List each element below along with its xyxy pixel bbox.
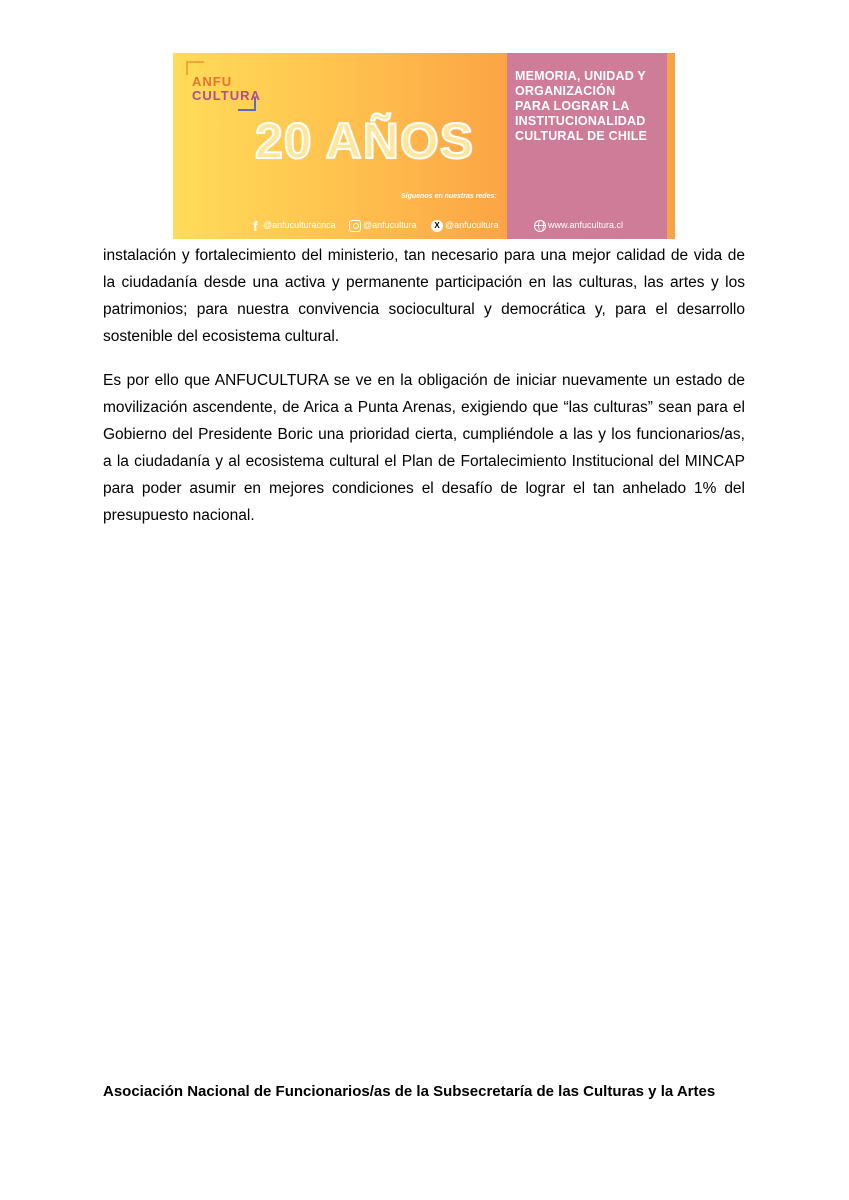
text-line: movilización ascendente, de Arica a Punta Arenas, exigiendo que “las culturas” sean para el [103, 399, 745, 416]
text-line: sostenible del ecosistema cultural. [103, 328, 340, 345]
text-line: para poder asumir en mejores condiciones el desafío de lograr el tan anhelado 1% del [103, 480, 745, 497]
banner-edge-strip [667, 53, 675, 239]
logo-text-line-2: CULTURA [192, 88, 261, 103]
text-line: Gobierno del Presidente Boric una prioridad cierta, cumpliéndole a las y los funcionarios/as, [103, 426, 745, 443]
anniversary-title: 20 AÑOS [255, 113, 475, 169]
x-handle-text: @anfucultura [445, 220, 499, 230]
instagram-handle-text: @anfucultura [363, 220, 417, 230]
x-icon: X [431, 220, 443, 232]
footer-organization-name: Asociación Nacional de Funcionarios/as de la Subsecretaría de las Culturas y la Artes [103, 1083, 716, 1100]
text-line: presupuesto nacional. [103, 507, 255, 524]
website [534, 218, 623, 232]
x-handle [431, 218, 499, 232]
instagram-handle [349, 218, 417, 232]
follow-us-text: Síguenos en nuestras redes: [401, 193, 497, 200]
text-line: instalación y fortalecimiento del ministerio, tan necesario para una mejor calidad de vida de [103, 247, 745, 264]
paragraph-2 [103, 367, 745, 529]
logo-corner-top-left [186, 61, 204, 75]
header-banner [173, 53, 675, 239]
slogan-line: CULTURAL DE CHILE [515, 129, 648, 143]
slogan-line: MEMORIA, UNIDAD Y [515, 69, 646, 83]
text-line: patrimonios; para nuestra convivencia sociocultural y democrática y, para el desarrollo [103, 301, 745, 318]
slogan-line: PARA LOGRAR LA [515, 99, 630, 113]
globe-icon [534, 220, 546, 232]
text-line: Es por ello que ANFUCULTURA se ve en la obligación de iniciar nuevamente un estado de [103, 372, 745, 389]
website-text: www.anfucultura.cl [548, 220, 624, 230]
logo-text-line-1: ANFU [192, 74, 233, 89]
text-line: la ciudadanía desde una activa y permanente participación en las culturas, las artes y los [103, 274, 745, 291]
slogan-line: ORGANIZACIÓN [515, 84, 616, 98]
facebook-handle [253, 218, 336, 232]
banner-slogan [515, 69, 665, 144]
slogan-line: INSTITUCIONALIDAD [515, 114, 646, 128]
instagram-icon [349, 220, 361, 232]
text-line: a la ciudadanía y al ecosistema cultural el Plan de Fortalecimiento Institucional del MINCAP [103, 453, 745, 470]
facebook-handle-text: @anfuculturacnca [263, 220, 336, 230]
anfucultura-logo [186, 61, 261, 111]
paragraph-1 [103, 242, 745, 350]
facebook-icon: f [253, 217, 258, 234]
